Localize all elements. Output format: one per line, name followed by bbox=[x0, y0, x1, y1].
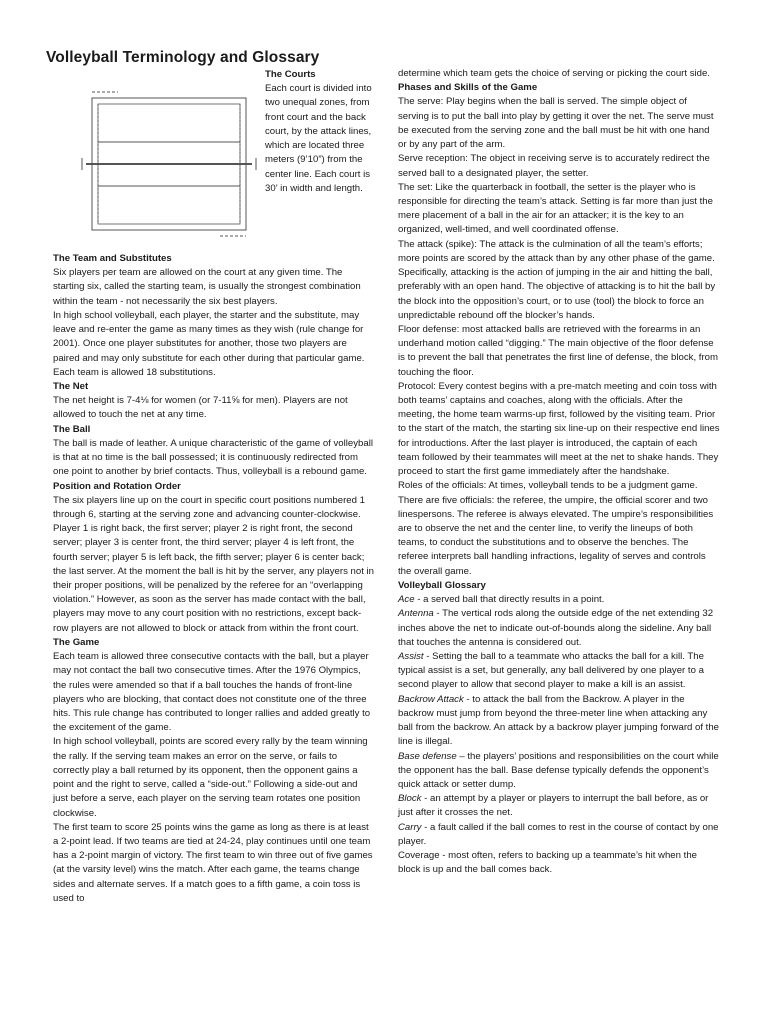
courts-heading: The Courts bbox=[265, 69, 316, 80]
paragraph: Coverage - most often, refers to backing up a teammate’s hit when the block is up and the ball comes back. bbox=[398, 850, 697, 876]
paragraph: determine which team gets the choice of serving or picking the court side. bbox=[398, 68, 710, 79]
paragraph: In high school volleyball, points are scored every rally by the team winning the rally. If the serving team makes an error on the serve, or fails to correctly play a ball returned by its opponent, then the opponent gains a point and the right to serve, called a “side-out.” Following a side-out and just before a serve, each player on the serving team rotates one position clockwise. bbox=[53, 736, 368, 819]
section-heading: Volleyball Glossary bbox=[398, 579, 486, 591]
section-heading: Position and Rotation Order bbox=[53, 480, 181, 492]
left-column bbox=[53, 252, 375, 906]
glossary-term: Block bbox=[398, 793, 422, 805]
paragraph: The set: Like the quarterback in football, the setter is the player who is responsible for directing the team’s attack. Setting is far more than just the mere placement of a ball in the air for an attacker; it is the key to an organized, well-timed, and well coordinated offense. bbox=[398, 181, 713, 236]
paragraph: The six players line up on the court in specific court positions numbered 1 through 6, starting at the serving zone and advancing counter-clockwise. Player 1 is right back, the first server; player 2 is right front, the second server; player 3 is center front, the third server; player 4 is left front, the fourth server; player 5 is left back, the fifth server; player 6 is center back; the last server. At the moment the ball is hit by the server, any players not in their proper positions, will be penalized by the referee for an “overlapping violation.” However, as soon as the server has made contact with the ball, players may move to any court position with no restrictions, except back-row players are not allowed to block or attack from within the front court. bbox=[53, 494, 375, 634]
paragraph: The serve: Play begins when the ball is served. The simple object of serving is to put the ball into play by getting it over the net. The serve must be executed from the serving zone and the ball must be hit with one hand or by any part of the arm. bbox=[398, 96, 714, 151]
glossary-definition: - an attempt by a player or players to interrupt the ball before, as or just after it crosses the net. bbox=[398, 793, 709, 819]
glossary-term: Antenna bbox=[398, 608, 434, 620]
paragraph: In high school volleyball, each player, the starter and the substitute, may leave and re-enter the game as many times as they wish (rule change for 2001). Once one player substitutes for another, those two players are paired and may only substitute for each other during that particular game. Each team is allowed 18 substitutions. bbox=[53, 309, 365, 378]
section-heading: Phases and Skills of the Game bbox=[398, 82, 538, 94]
paragraph: The net height is 7-4⅛ for women (or 7-11⅝ for men). Players are not allowed to touch the net at any time. bbox=[53, 395, 348, 421]
glossary-entry bbox=[398, 607, 720, 650]
paragraph: The first team to score 25 points wins the game as long as there is at least a 2-point lead. If two teams are tied at 24-24, play continues until one team has a 2-point margin of victory. The first team to win three out of five games (at the varsity level) wins the match. After each game, the teams change sides and alternate serves. If a match goes to a fifth game, a coin toss is used to bbox=[53, 821, 373, 904]
glossary-entry bbox=[398, 792, 720, 820]
section-heading: The Game bbox=[53, 636, 100, 648]
courts-paragraph: Each court is divided into two unequal zones, from front court and the back court, by the attack lines, which are located three meters (9’10”) from the center line. Each court is 30’ in width and length. bbox=[265, 83, 372, 194]
court-diagram bbox=[78, 86, 260, 244]
paragraph: Six players per team are allowed on the court at any given time. The starting six, called the starting team, is usually the strongest combination within the team - not necessarily the six best players. bbox=[53, 267, 361, 307]
glossary-term: Backrow Attack bbox=[398, 693, 464, 705]
glossary-entry bbox=[398, 693, 720, 750]
glossary-entry bbox=[398, 650, 720, 693]
paragraph: Floor defense: most attacked balls are retrieved with the forearms in an underhand motion called “digging.” The main objective of the floor defense is to prevent the ball that penetrates the first line of defense, the block, from touching the floor. bbox=[398, 323, 718, 378]
glossary-definition: - Setting the ball to a teammate who attacks the ball for a kill. The typical assist is a set, but generally, any ball delivered by one player to a second player to allow that second player to make a kill is an assist. bbox=[398, 650, 704, 691]
glossary-entry bbox=[398, 750, 720, 793]
courts-section bbox=[265, 68, 377, 196]
glossary-definition: - to attack the ball from the Backrow. A player in the backrow must jump from beyond the three-meter line when attacking any ball from the backrow. An attack by a backrow player jumping forward of the line is illegal. bbox=[398, 693, 720, 748]
glossary-definition: - a fault called if the ball comes to rest in the course of contact by one player. bbox=[398, 821, 719, 847]
paragraph: Serve reception: The object in receiving serve is to accurately redirect the served ball to a designated player, the setter. bbox=[398, 153, 710, 179]
glossary-term: Base defense bbox=[398, 750, 457, 762]
glossary-definition: - a served ball that directly results in a point. bbox=[414, 594, 605, 606]
glossary-entry bbox=[398, 593, 720, 607]
glossary-term: Carry bbox=[398, 821, 422, 833]
glossary-term: Assist bbox=[398, 650, 424, 662]
paragraph: Each team is allowed three consecutive contacts with the ball, but a player may not contact the ball two consecutive times. After the 1976 Olympics, the rules were amended so that if a ball touches the hands of front-line players who are blocking, that contact does not constitute one of the three hits. This rule change has contributed to longer rallies and added greatly to the excitement of the game. bbox=[53, 651, 371, 734]
section-heading: The Ball bbox=[53, 423, 91, 435]
page-title: Volleyball Terminology and Glossary bbox=[46, 49, 320, 66]
glossary-entry bbox=[398, 821, 720, 849]
paragraph: The ball is made of leather. A unique characteristic of the game of volleyball is that at no time is the ball possessed; it is continuously redirected from one point to another by brief contacts. Thus, volleyball is a rebound game. bbox=[53, 437, 373, 478]
glossary-definition: – the players’ positions and responsibilities on the court while the opponent has the ball. Base defense typically defends the opponent’s quick attack or setter dump. bbox=[398, 750, 719, 790]
glossary-term: Ace bbox=[398, 594, 415, 606]
paragraph: The attack (spike): The attack is the culmination of all the team’s efforts; more points are scored by the attack than by any other phase of the game. Specifically, attacking is the action of jumping in the air and hitting the ball, preferably with an open hand. The objective of attacking is to hit the ball by the block into the opposition’s court, or to use (tool) the block to force an unpredictable rebound off the blocker’s hands. bbox=[398, 238, 716, 321]
section-heading: The Net bbox=[53, 380, 89, 392]
section-heading: The Team and Substitutes bbox=[53, 253, 172, 264]
right-column bbox=[398, 67, 720, 877]
glossary-definition: - The vertical rods along the outside edge of the net extending 32 inches above the net to indicate out-of-bounds along the sideline. Any ball that touches the antenna is considered out. bbox=[398, 608, 714, 648]
paragraph: Roles of the officials: At times, volleyball tends to be a judgment game. There are five officials: the referee, the umpire, the official scorer and two linespersons. The referee is always elevated. The umpire’s responsibilities are to observe the net and the center line, to verify the lineups of both teams, to conduct the substitutions and to observe the benches. The referee interprets ball handling infractions, legality of serves and controls the overall game. bbox=[398, 480, 714, 577]
paragraph: Protocol: Every contest begins with a pre-match meeting and coin toss with both teams’ captains and coaches, along with the officials. After the meeting, the home team warms-up first, followed by the visiting team. Prior to the start of the match, the starting six line-up on their respective end lines for introductions. After the last player is introduced, the captain of each team followed by their teammates will meet at the net to shake hands. They proceed to start the first game immediately after the handshake. bbox=[398, 380, 720, 478]
